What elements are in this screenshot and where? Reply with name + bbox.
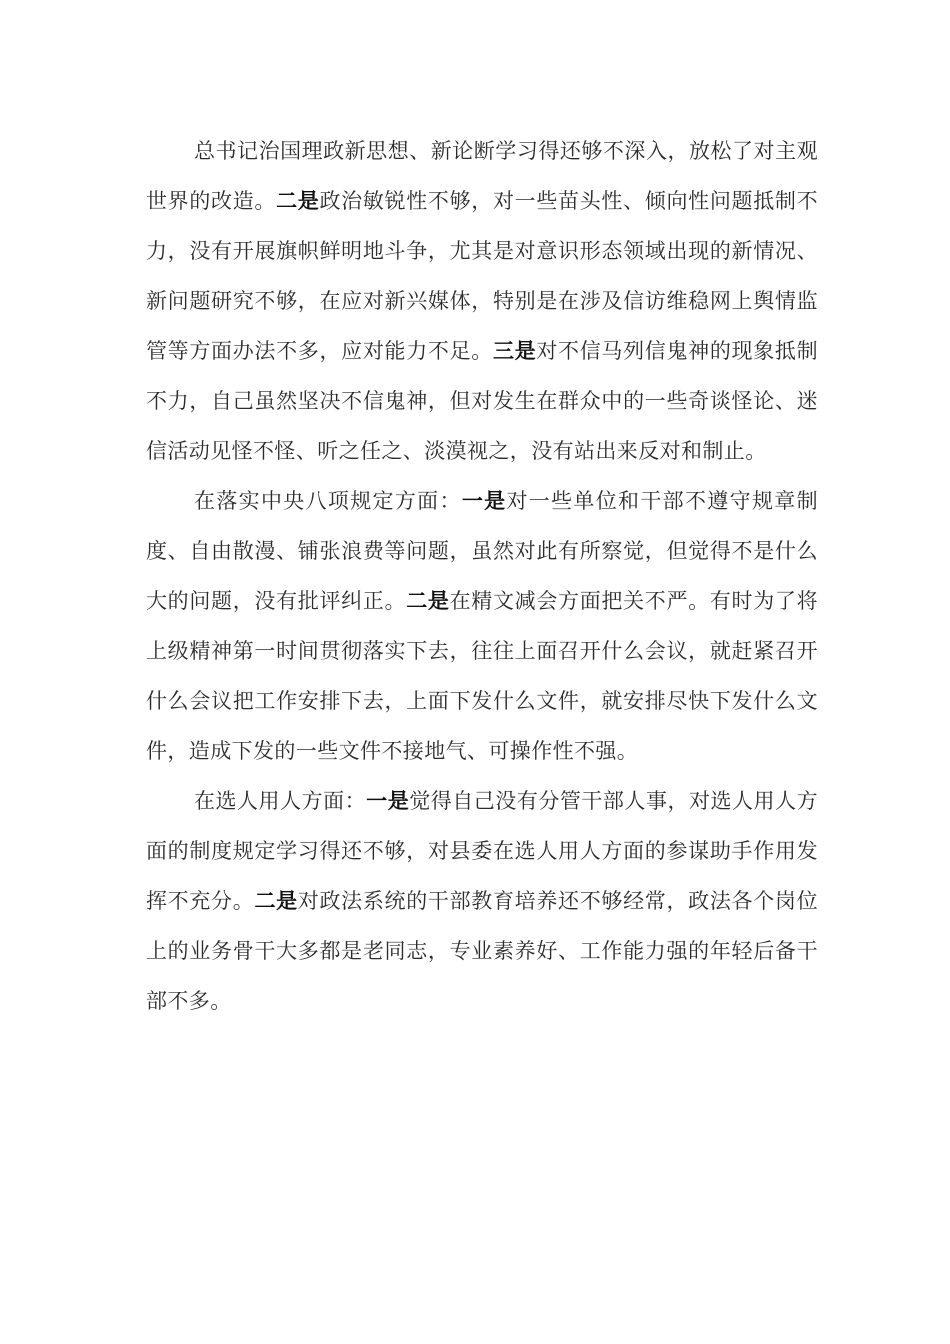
keyword-first: 一是 <box>366 788 410 813</box>
text-segment: 在选人用人方面： <box>194 789 367 813</box>
keyword-second: 二是 <box>254 888 298 913</box>
text-segment: 对不信马列信鬼神的现象抵制不力，自己虽然坚决不信鬼神，但对发生在群众中的一些奇谈怪论、迷信活动见怪不怪、听之任之、淡漠视之，没有站出来反对和制止。 <box>146 339 818 463</box>
text-segment: 对政法系统的干部教育培养还不够经常，政法各个岗位上的业务骨干大多都是老同志，专业素养好、工作能力强的年轻后备干部不多。 <box>146 889 818 1013</box>
text-segment: 觉得自己没有分管干部人事，对选人用人方面的制度规定学习得还不够，对县委在选人用人方面的参谋助手作用发挥不充分。 <box>146 789 818 913</box>
paragraph-eight-rules <box>146 476 818 776</box>
text-segment: 政治敏锐性不够，对一些苗头性、倾向性问题抵制不力，没有开展旗帜鲜明地斗争，尤其是对意识形态领域出现的新情况、新问题研究不够，在应对新兴媒体，特别是在涉及信访维稳网上舆情监管等方面办法不多，应对能力不足。 <box>146 189 818 363</box>
text-segment: 在精文减会方面把关不严。有时为了将上级精神第一时间贯彻落实下去，往往上面召开什么会议，就赶紧召开什么会议把工作安排下去，上面下发什么文件，就安排尽快下发什么文件，造成下发的一些文件不接地气、可操作性不强。 <box>146 589 818 763</box>
paragraph-ideology <box>146 126 818 476</box>
keyword-third: 三是 <box>492 338 537 363</box>
keyword-second: 二是 <box>406 588 450 613</box>
paragraph-personnel <box>146 776 818 1026</box>
keyword-first: 一是 <box>461 488 507 513</box>
text-segment: 对一些单位和干部不遵守规章制度、自由散漫、铺张浪费等问题，虽然对此有所察觉，但觉得不是什么大的问题，没有批评纠正。 <box>146 489 818 613</box>
keyword-second: 二是 <box>276 188 320 213</box>
text-segment: 在落实中央八项规定方面： <box>194 489 462 513</box>
text-segment: 总书记治国理政新思想、新论断学习得还够不深入，放松了对主观世界的改造。 <box>146 139 818 213</box>
document-body <box>146 126 818 1026</box>
